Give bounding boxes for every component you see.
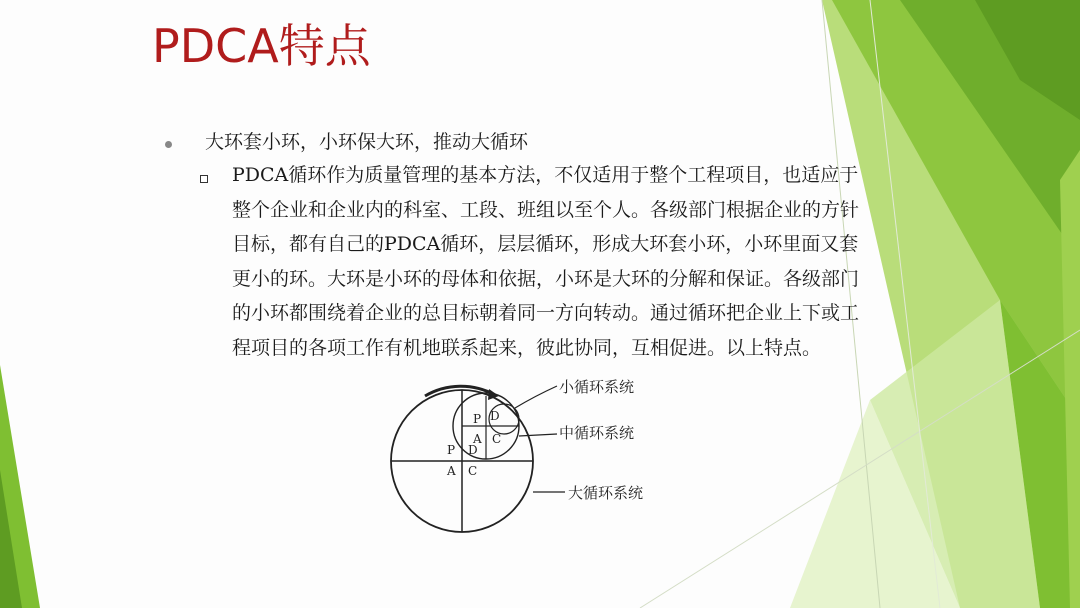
slide-title: PDCA特点 — [152, 19, 371, 73]
medium-cell-d: D — [490, 409, 500, 423]
large-cell-p: P — [447, 443, 456, 457]
bullet-text: 大环套小环，小环保大环，推动大循环 — [205, 131, 529, 153]
medium-cycle-leader — [519, 434, 557, 436]
medium-cycle-label: 中循环系统 — [559, 424, 635, 442]
paragraph-line: PDCA循环作为质量管理的基本方法，不仅适用于整个工程项目，也适应于 — [232, 164, 859, 186]
sub-bullet-square — [200, 175, 208, 183]
pdca-nested-cycle-diagram — [385, 378, 685, 558]
small-cycle-label: 小循环系统 — [559, 378, 635, 396]
large-cycle-label: 大循环系统 — [568, 484, 644, 502]
paragraph-line: 目标，都有自己的PDCA循环，层层循环，形成大环套小环，小环里面又套 — [232, 233, 859, 255]
small-cycle-leader — [515, 386, 557, 408]
medium-cell-c: C — [492, 432, 502, 446]
paragraph-line: 的小环都围绕着企业的总目标朝着同一方向转动。通过循环把企业上下或工 — [232, 302, 860, 324]
body-paragraph — [232, 158, 912, 365]
medium-cell-a: A — [473, 432, 482, 446]
medium-cell-p: P — [473, 412, 482, 426]
paragraph-line: 整个企业和企业内的科室、工段、班组以至个人。各级部门根据企业的方针 — [232, 198, 860, 221]
large-cell-a: A — [447, 464, 456, 478]
paragraph-line: 程项目的各项工作有机地联系起来，彼此协同，互相促进。以上特点。 — [232, 336, 822, 359]
bullet-dot — [165, 141, 172, 148]
large-cell-c: C — [468, 464, 478, 478]
large-cell-d: D — [468, 443, 478, 457]
paragraph-line: 更小的环。大环是小环的母体和依据，小环是大环的分解和保证。各级部门 — [232, 267, 860, 290]
